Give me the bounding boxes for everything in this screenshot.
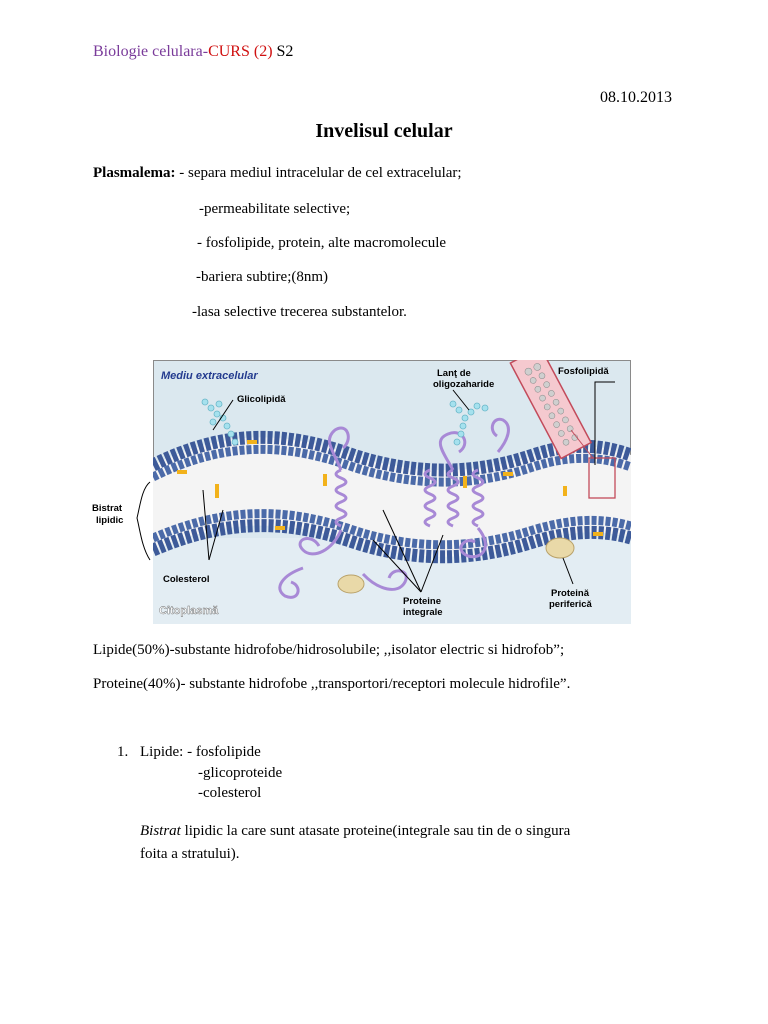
label-chain-line2: oligozaharide: [433, 379, 495, 390]
lipid-type: -glicoproteide: [198, 765, 283, 781]
label-integral-line2: integrale: [403, 607, 443, 618]
label-cytoplasm: Citoplasmă: [159, 605, 219, 617]
course-series: S2: [276, 43, 294, 60]
list-label: Lipide:: [140, 744, 188, 760]
label-bilayer-line1: Bistrat: [92, 503, 123, 514]
label-peripheral-line2: periferică: [549, 599, 592, 610]
membrane-diagram: [153, 360, 631, 624]
label-phospholipid: Fosfolipidă: [558, 366, 609, 377]
plasmalema-item: -bariera subtire;(8nm): [196, 269, 329, 285]
bilayer-label: [90, 478, 160, 568]
list-item-lipids: [140, 744, 261, 761]
label-peripheral-line1: Proteină: [551, 588, 590, 599]
bilayer-note-line2: foita a stratului).: [140, 846, 240, 862]
plasmalema-item: - fosfolipide, protein, alte macromolecule: [197, 235, 447, 251]
proteins-composition: Proteine(40%)- substante hidrofobe ,,transportori/receptori molecule hidrofile”.: [93, 676, 571, 692]
lipid-type: - fosfolipide: [187, 744, 261, 760]
plasmalema-label: Plasmalema:: [93, 165, 176, 181]
plasmalema-line: [93, 165, 462, 182]
peripheral-protein-left: [338, 575, 364, 593]
peripheral-protein-right: [546, 538, 574, 558]
bilayer-note-line1: [140, 823, 570, 840]
label-integral-line1: Proteine: [403, 596, 442, 607]
bilayer-note-italic: Bistrat: [140, 823, 181, 839]
bilayer-brace: [137, 482, 150, 560]
course-number: CURS (2): [208, 43, 273, 60]
plasmalema-first-item: - separa mediul intracelular de cel extracelular;: [175, 165, 462, 181]
label-glycolipid: Glicolipidă: [237, 394, 286, 405]
lipid-type: -colesterol: [198, 785, 262, 801]
bilayer-note-text: lipidic la care sunt atasate proteine(integrale sau tin de o singura: [180, 823, 571, 839]
lipids-composition: Lipide(50%)-substante hidrofobe/hidrosolubile; ,,isolator electric si hidrofob”;: [93, 642, 565, 658]
header-dash: -: [202, 43, 209, 60]
label-extracellular: Mediu extracelular: [161, 370, 258, 382]
label-chain-line1: Lanţ de: [437, 368, 471, 379]
label-cholesterol: Colesterol: [163, 574, 210, 585]
course-subject: Biologie celulara: [93, 43, 203, 60]
plasmalema-item: -lasa selective trecerea substantelor.: [192, 304, 407, 320]
label-bilayer-line2: lipidic: [96, 515, 124, 526]
plasmalema-item: -permeabilitate selective;: [199, 201, 351, 217]
page-title: Invelisul celular: [315, 120, 453, 142]
document-date: 08.10.2013: [600, 89, 672, 106]
list-number: 1.: [117, 744, 129, 760]
course-header: [93, 43, 293, 61]
